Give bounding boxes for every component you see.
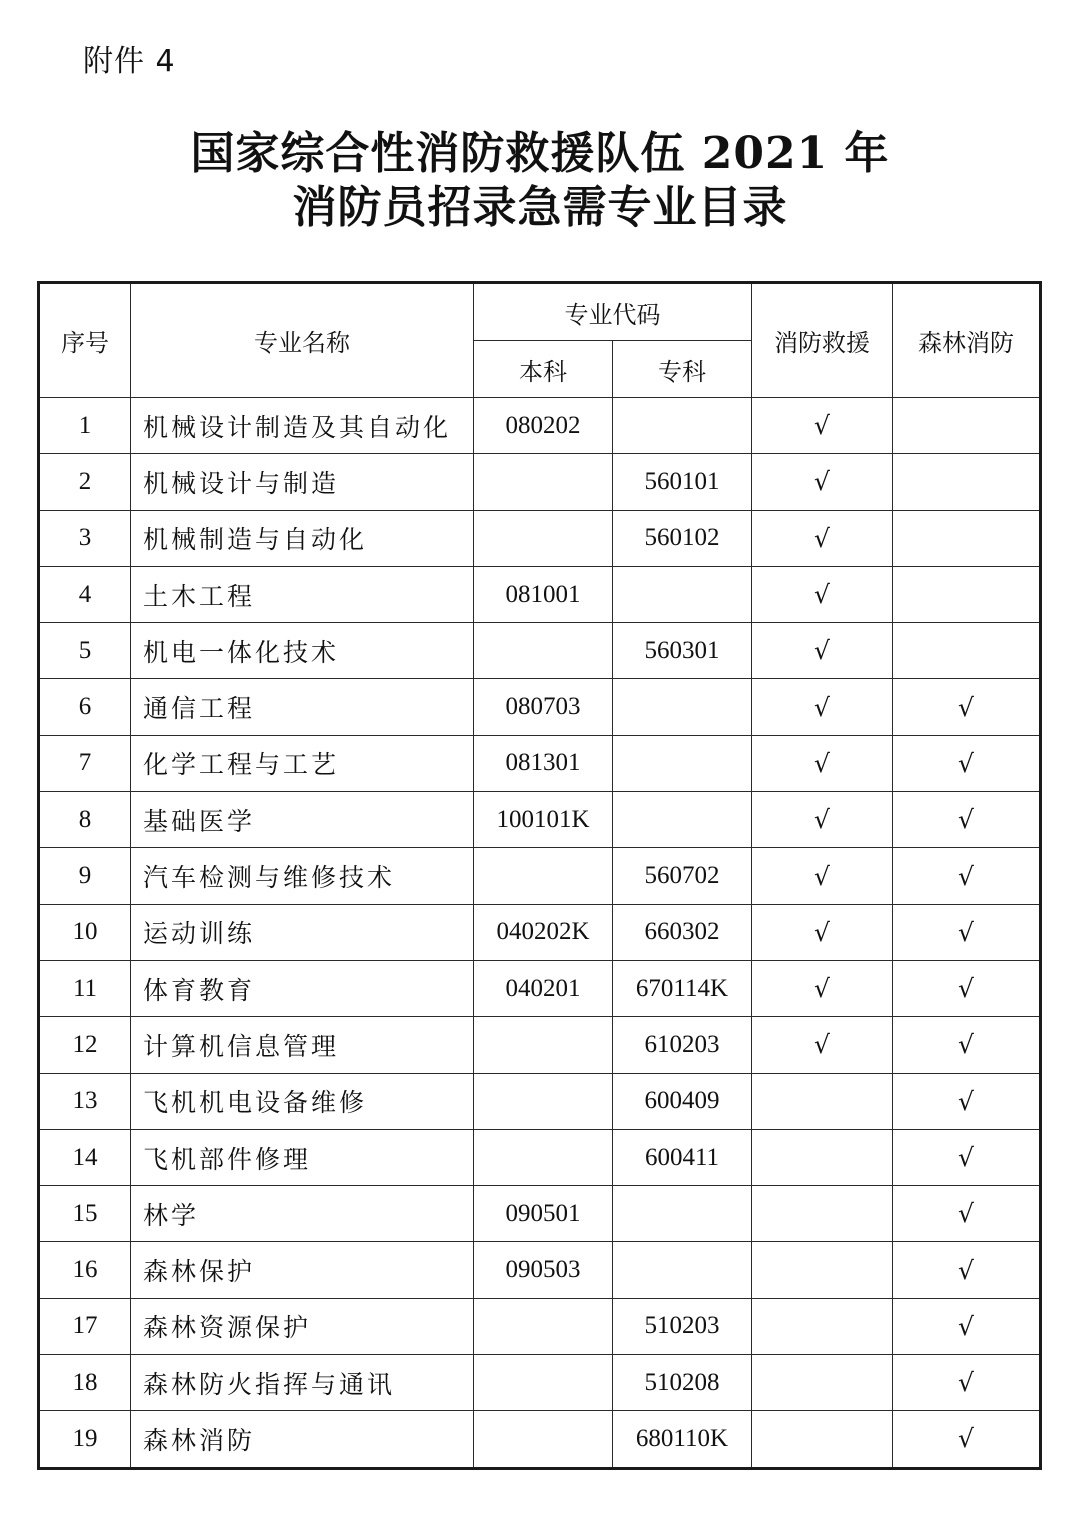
row-fire-rescue-check xyxy=(752,1129,893,1185)
row-major-name: 机械设计制造及其自动化 xyxy=(131,398,474,454)
table-row xyxy=(39,454,1041,510)
row-college-code: 560702 xyxy=(613,848,752,904)
row-undergrad-code: 090503 xyxy=(474,1242,613,1298)
row-major-name: 林学 xyxy=(131,1186,474,1242)
header-forest-fire: 森林消防 xyxy=(893,283,1041,398)
table-row xyxy=(39,735,1041,791)
row-major-name: 机电一体化技术 xyxy=(131,623,474,679)
table-row xyxy=(39,848,1041,904)
row-undergrad-code: 100101K xyxy=(474,792,613,848)
row-forest-fire-check: √ xyxy=(893,904,1041,960)
row-undergrad-code xyxy=(474,848,613,904)
row-index: 12 xyxy=(39,1017,131,1073)
row-forest-fire-check: √ xyxy=(893,1073,1041,1129)
header-major-name: 专业名称 xyxy=(131,283,474,398)
row-undergrad-code xyxy=(474,1017,613,1073)
row-major-name: 运动训练 xyxy=(131,904,474,960)
row-index: 17 xyxy=(39,1298,131,1354)
row-college-code: 670114K xyxy=(613,960,752,1016)
row-college-code xyxy=(613,735,752,791)
row-college-code: 600409 xyxy=(613,1073,752,1129)
row-forest-fire-check xyxy=(893,623,1041,679)
row-college-code: 680110K xyxy=(613,1411,752,1468)
row-index: 7 xyxy=(39,735,131,791)
row-forest-fire-check: √ xyxy=(893,679,1041,735)
row-fire-rescue-check: √ xyxy=(752,904,893,960)
row-undergrad-code: 081301 xyxy=(474,735,613,791)
row-fire-rescue-check: √ xyxy=(752,735,893,791)
row-fire-rescue-check xyxy=(752,1298,893,1354)
table-row xyxy=(39,1073,1041,1129)
table-row xyxy=(39,679,1041,735)
row-major-name: 飞机部件修理 xyxy=(131,1129,474,1185)
page-title-line-1: 国家综合性消防救援队伍 2021 年 xyxy=(190,128,890,179)
row-index: 5 xyxy=(39,623,131,679)
row-fire-rescue-check: √ xyxy=(752,623,893,679)
header-major-code: 专业代码 xyxy=(474,283,752,341)
row-index: 13 xyxy=(39,1073,131,1129)
row-index: 8 xyxy=(39,792,131,848)
table-row xyxy=(39,1242,1041,1298)
row-undergrad-code: 040201 xyxy=(474,960,613,1016)
row-forest-fire-check: √ xyxy=(893,1129,1041,1185)
row-index: 4 xyxy=(39,566,131,622)
table-row xyxy=(39,1017,1041,1073)
row-major-name: 化学工程与工艺 xyxy=(131,735,474,791)
row-major-name: 体育教育 xyxy=(131,960,474,1016)
row-fire-rescue-check xyxy=(752,1073,893,1129)
row-index: 14 xyxy=(39,1129,131,1185)
row-index: 1 xyxy=(39,398,131,454)
row-college-code xyxy=(613,1186,752,1242)
table-row xyxy=(39,792,1041,848)
row-forest-fire-check: √ xyxy=(893,1017,1041,1073)
row-undergrad-code xyxy=(474,454,613,510)
row-major-name: 计算机信息管理 xyxy=(131,1017,474,1073)
table-row xyxy=(39,1355,1041,1411)
row-major-name: 土木工程 xyxy=(131,566,474,622)
row-forest-fire-check: √ xyxy=(893,1411,1041,1468)
row-index: 6 xyxy=(39,679,131,735)
row-undergrad-code xyxy=(474,510,613,566)
header-undergrad: 本科 xyxy=(474,341,613,398)
row-index: 18 xyxy=(39,1355,131,1411)
header-index: 序号 xyxy=(39,283,131,398)
row-college-code: 510203 xyxy=(613,1298,752,1354)
row-fire-rescue-check: √ xyxy=(752,1017,893,1073)
row-major-name: 通信工程 xyxy=(131,679,474,735)
row-major-name: 飞机机电设备维修 xyxy=(131,1073,474,1129)
table-row xyxy=(39,1186,1041,1242)
table-row xyxy=(39,398,1041,454)
row-undergrad-code: 090501 xyxy=(474,1186,613,1242)
row-index: 3 xyxy=(39,510,131,566)
row-forest-fire-check: √ xyxy=(893,735,1041,791)
row-undergrad-code: 081001 xyxy=(474,566,613,622)
row-forest-fire-check: √ xyxy=(893,848,1041,904)
table-row xyxy=(39,1298,1041,1354)
row-college-code xyxy=(613,398,752,454)
table-row xyxy=(39,623,1041,679)
row-college-code xyxy=(613,1242,752,1298)
table-row xyxy=(39,566,1041,622)
row-undergrad-code: 040202K xyxy=(474,904,613,960)
row-index: 11 xyxy=(39,960,131,1016)
row-major-name: 基础医学 xyxy=(131,792,474,848)
page-title-line-2: 消防员招录急需专业目录 xyxy=(292,182,788,233)
row-fire-rescue-check: √ xyxy=(752,679,893,735)
row-forest-fire-check xyxy=(893,454,1041,510)
header-fire-rescue: 消防救援 xyxy=(752,283,893,398)
header-college: 专科 xyxy=(613,341,752,398)
row-fire-rescue-check xyxy=(752,1242,893,1298)
row-college-code: 660302 xyxy=(613,904,752,960)
row-undergrad-code xyxy=(474,1298,613,1354)
row-major-name: 森林防火指挥与通讯 xyxy=(131,1355,474,1411)
row-index: 15 xyxy=(39,1186,131,1242)
row-index: 9 xyxy=(39,848,131,904)
row-forest-fire-check xyxy=(893,566,1041,622)
row-fire-rescue-check xyxy=(752,1411,893,1468)
row-college-code: 560101 xyxy=(613,454,752,510)
row-college-code xyxy=(613,792,752,848)
row-undergrad-code xyxy=(474,1129,613,1185)
row-college-code: 600411 xyxy=(613,1129,752,1185)
row-forest-fire-check: √ xyxy=(893,1298,1041,1354)
row-college-code: 510208 xyxy=(613,1355,752,1411)
row-fire-rescue-check: √ xyxy=(752,566,893,622)
row-major-name: 汽车检测与维修技术 xyxy=(131,848,474,904)
row-college-code: 560301 xyxy=(613,623,752,679)
row-college-code xyxy=(613,566,752,622)
majors-table xyxy=(37,281,1042,1470)
row-major-name: 森林资源保护 xyxy=(131,1298,474,1354)
row-undergrad-code: 080202 xyxy=(474,398,613,454)
table-row xyxy=(39,960,1041,1016)
row-index: 10 xyxy=(39,904,131,960)
row-major-name: 机械设计与制造 xyxy=(131,454,474,510)
row-fire-rescue-check: √ xyxy=(752,454,893,510)
table-row xyxy=(39,1129,1041,1185)
row-fire-rescue-check xyxy=(752,1355,893,1411)
row-index: 19 xyxy=(39,1411,131,1468)
row-index: 16 xyxy=(39,1242,131,1298)
row-forest-fire-check: √ xyxy=(893,1186,1041,1242)
row-forest-fire-check: √ xyxy=(893,1355,1041,1411)
row-major-name: 森林消防 xyxy=(131,1411,474,1468)
row-undergrad-code xyxy=(474,623,613,679)
row-fire-rescue-check: √ xyxy=(752,960,893,1016)
row-college-code xyxy=(613,679,752,735)
row-fire-rescue-check: √ xyxy=(752,398,893,454)
row-fire-rescue-check: √ xyxy=(752,848,893,904)
row-forest-fire-check: √ xyxy=(893,792,1041,848)
row-undergrad-code xyxy=(474,1073,613,1129)
attachment-label: 附件 4 xyxy=(83,44,176,79)
row-fire-rescue-check xyxy=(752,1186,893,1242)
row-index: 2 xyxy=(39,454,131,510)
row-fire-rescue-check: √ xyxy=(752,510,893,566)
row-college-code: 560102 xyxy=(613,510,752,566)
table-row xyxy=(39,510,1041,566)
row-fire-rescue-check: √ xyxy=(752,792,893,848)
row-forest-fire-check xyxy=(893,398,1041,454)
row-college-code: 610203 xyxy=(613,1017,752,1073)
row-undergrad-code: 080703 xyxy=(474,679,613,735)
row-major-name: 机械制造与自动化 xyxy=(131,510,474,566)
row-undergrad-code xyxy=(474,1355,613,1411)
row-major-name: 森林保护 xyxy=(131,1242,474,1298)
row-forest-fire-check: √ xyxy=(893,1242,1041,1298)
table-row xyxy=(39,1411,1041,1468)
row-undergrad-code xyxy=(474,1411,613,1468)
row-forest-fire-check: √ xyxy=(893,960,1041,1016)
table-row xyxy=(39,904,1041,960)
row-forest-fire-check xyxy=(893,510,1041,566)
